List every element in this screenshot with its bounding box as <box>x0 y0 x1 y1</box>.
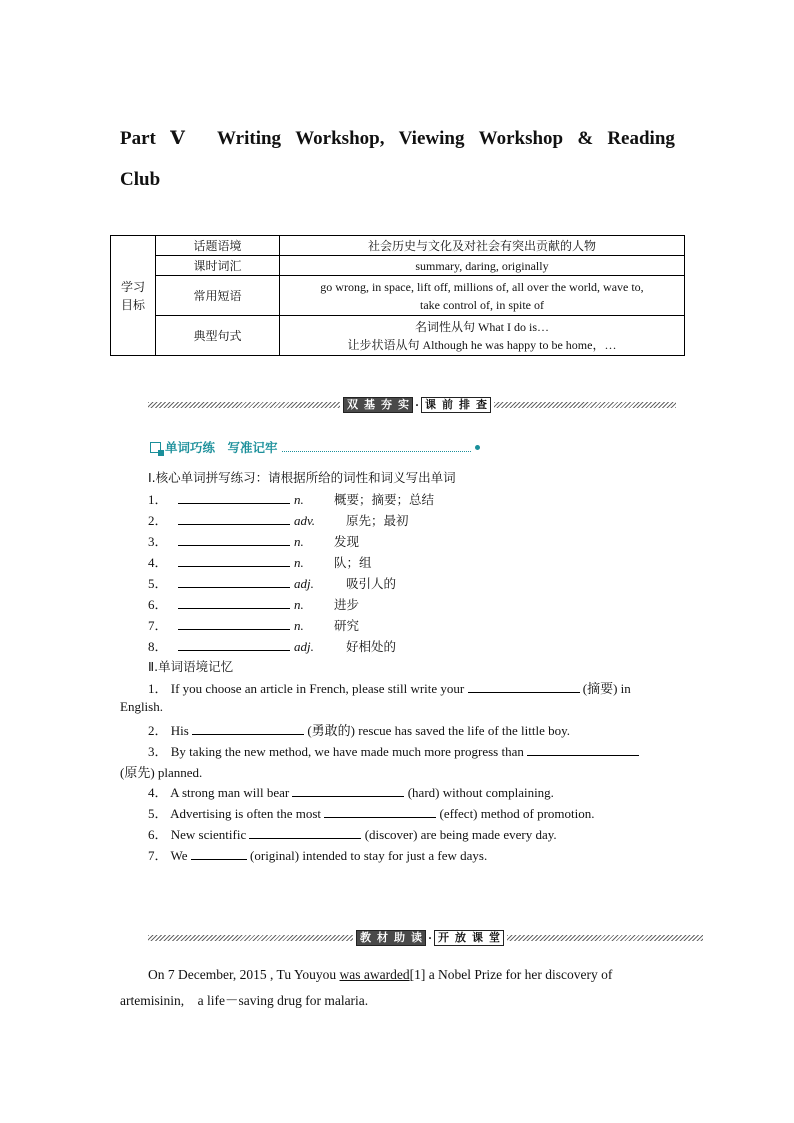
banner-dot: · <box>415 397 420 412</box>
page-title <box>120 118 675 200</box>
list-item: 1． n. 概要；摘要；总结 <box>148 492 435 507</box>
dot-icon <box>475 445 480 450</box>
category-cell: 课时词汇 <box>156 256 280 276</box>
banner-chips <box>343 397 491 413</box>
content-line: 名词性从句 What I do is… <box>415 319 549 334</box>
annotated-phrase[interactable]: was awarded <box>339 967 410 982</box>
banner-chip-left: 教 材 助 读 <box>356 930 426 946</box>
title-line-2: Club <box>120 169 161 190</box>
banner-chips <box>356 930 504 946</box>
content-cell <box>280 276 685 316</box>
list-item: 6． n. 进步 <box>148 597 360 612</box>
square-bullet-icon <box>150 442 161 453</box>
sentence-continuation: English. <box>120 699 163 714</box>
title-word: Workshop <box>478 128 564 149</box>
title-word: Viewing <box>398 128 465 149</box>
answer-blank[interactable] <box>191 847 247 860</box>
content-line: 让步状语从句 Although he was happy to be home，… <box>347 337 617 352</box>
table-row <box>111 256 685 276</box>
category-cell: 常用短语 <box>156 276 280 316</box>
part2-heading: Ⅱ.单词语境记忆 <box>148 659 234 674</box>
title-word: Part <box>120 128 156 149</box>
dotted-leader <box>282 443 471 452</box>
content-cell <box>280 316 685 356</box>
title-word: Reading <box>607 128 675 149</box>
answer-blank[interactable] <box>468 680 580 693</box>
passage-line: artemisinin, a life－saving drug for malaria. <box>120 993 369 1008</box>
list-item: 7． n. 研究 <box>148 618 360 633</box>
sentence-item: 4． A strong man will bear (hard) without complaining. <box>148 785 554 800</box>
content-cell: summary, daring, originally <box>280 256 685 276</box>
goals-label-cell <box>111 236 156 356</box>
answer-blank[interactable] <box>178 491 290 504</box>
content-line: take control of, in spite of <box>420 297 544 312</box>
learning-goals-table <box>110 235 685 356</box>
answer-blank[interactable] <box>192 722 304 735</box>
title-word: Ⅴ <box>170 128 185 149</box>
category-cell: 典型句式 <box>156 316 280 356</box>
goals-label-line: 目标 <box>120 297 145 312</box>
list-item: 2． adv. 原先；最初 <box>148 513 409 528</box>
part1-heading: Ⅰ.核心单词拼写练习：请根据所给的词性和词义写出单词 <box>148 470 456 485</box>
answer-blank[interactable] <box>178 575 290 588</box>
table-row <box>111 316 685 356</box>
section-heading <box>150 438 480 456</box>
sentence-item: 3． By taking the new method, we have made much more progress than <box>148 741 639 760</box>
title-word: Workshop, <box>295 128 385 149</box>
sentence-item: 7． We (original) intended to stay for just a few days. <box>148 848 488 863</box>
sentence-item: 2． His (勇敢的) rescue has saved the life of the little boy. <box>148 723 571 738</box>
answer-blank[interactable] <box>178 512 290 525</box>
answer-blank[interactable] <box>178 533 290 546</box>
title-word: & <box>577 128 594 149</box>
sentence-item: 6． New scientific (discover) are being made every day. <box>148 827 557 842</box>
banner-hatch-right <box>507 935 703 941</box>
section-heading-text: 单词巧练 写准记牢 <box>165 440 278 455</box>
content-line: go wrong, in space, lift off, millions of, all over the world, wave to, <box>320 279 644 294</box>
content-cell: 社会历史与文化及对社会有突出贡献的人物 <box>280 236 685 256</box>
answer-blank[interactable] <box>178 617 290 630</box>
table-row <box>111 276 685 316</box>
list-item: 3． n. 发现 <box>148 534 360 549</box>
banner-hatch-right <box>494 402 676 408</box>
sentence-item: 1． If you choose an article in French, please still write your (摘要) in <box>148 681 631 696</box>
banner-dot: · <box>428 930 433 945</box>
sentence-continuation: (原先) planned. <box>120 765 203 780</box>
answer-blank[interactable] <box>178 554 290 567</box>
table-row <box>111 236 685 256</box>
answer-blank[interactable] <box>324 805 436 818</box>
banner-hatch-left <box>148 935 353 941</box>
answer-blank[interactable] <box>249 826 361 839</box>
banner-chip-left: 双 基 夯 实 <box>343 397 413 413</box>
banner-chip-right: 开 放 课 堂 <box>434 930 504 946</box>
banner-hatch-left <box>148 402 340 408</box>
banner-chip-right: 课 前 排 查 <box>421 397 491 413</box>
category-cell: 话题语境 <box>156 236 280 256</box>
title-word: Writing <box>217 128 282 149</box>
passage-line: On 7 December, 2015 , Tu Youyou was awarded[1] a Nobel Prize for her discovery of <box>148 967 613 982</box>
answer-blank[interactable] <box>527 743 639 756</box>
title-line-1 <box>120 118 675 159</box>
goals-label-line: 学习 <box>120 279 145 294</box>
list-item: 5． adj. 吸引人的 <box>148 576 397 591</box>
list-item: 4． n. 队；组 <box>148 555 372 570</box>
section-banner-basics <box>148 397 676 413</box>
answer-blank[interactable] <box>178 596 290 609</box>
answer-blank[interactable] <box>178 638 290 651</box>
section-banner-reading <box>148 930 703 946</box>
list-item: 8． adj. 好相处的 <box>148 639 397 654</box>
sentence-item: 5． Advertising is often the most (effect) method of promotion. <box>148 806 595 821</box>
answer-blank[interactable] <box>292 784 404 797</box>
